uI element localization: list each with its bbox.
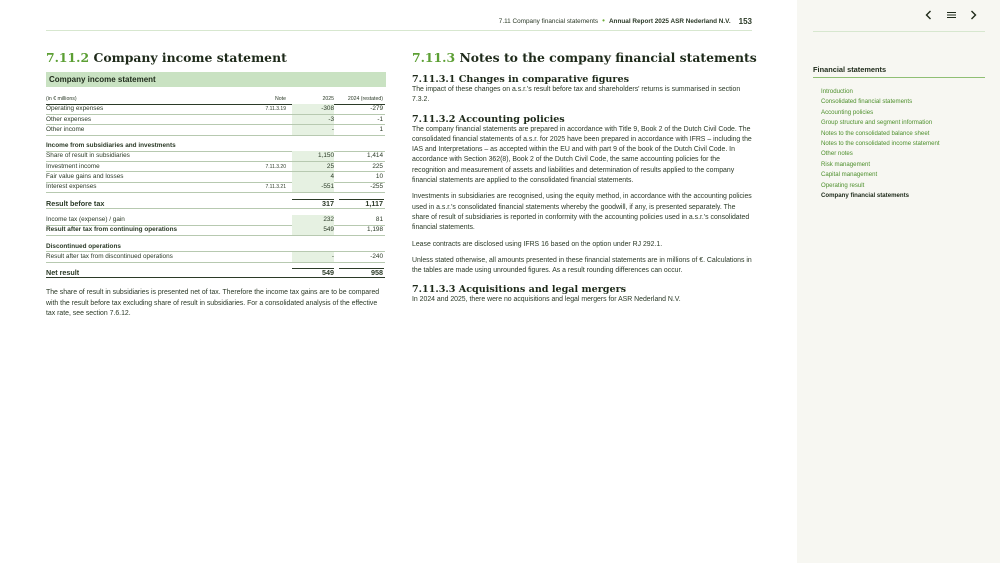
row-value-2025: 549 [323, 226, 334, 234]
row-label: Result before tax [46, 198, 105, 208]
unit-label: (in € millions) [46, 96, 77, 102]
year-2025-header: 2025 [322, 96, 334, 102]
section-mergers-heading [412, 284, 752, 295]
next-page-button[interactable] [966, 8, 980, 22]
row-value-2024: 10 [375, 173, 383, 181]
row-value-2024: 1,198 [367, 226, 383, 234]
table-row [46, 252, 385, 262]
row-value-2025: -551 [321, 183, 334, 191]
menu-icon [946, 10, 957, 20]
table-row [46, 162, 385, 172]
row-rule [46, 235, 385, 236]
row-rule [46, 135, 385, 136]
row-value-2024: 1 [379, 125, 383, 133]
policies-paragraph-4: Unless stated otherwise, all amounts presented in these financial statements are in millions of €. Calculations in the tables are made using unrounded figures. As a result rounding differences can occur. [412, 256, 752, 275]
row-label: Other expenses [46, 115, 92, 123]
section-policies-heading [412, 114, 752, 125]
row-label: Interest expenses [46, 183, 97, 191]
policies-paragraph-2: Investments in subsidiaries are recognised, using the equity method, in accordance with the accounting policies used in a.s.r.'s consolidated financial statements whereby the goodwill, if any, is presented separately. The share of result of subsidiaries is reported in conformity with the accounting policies used in a.s.r.'s consolidated financial statements. [412, 193, 752, 232]
chevron-left-icon [924, 10, 934, 20]
row-value-2025: -3 [328, 115, 334, 123]
sidebar-item[interactable]: Accounting policies [821, 108, 874, 116]
row-rule [46, 208, 385, 209]
row-value-2025: 25 [326, 162, 334, 170]
sidebar-item[interactable]: Other notes [821, 150, 853, 158]
sidebar-item[interactable]: Risk management [821, 160, 871, 168]
previous-page-button[interactable] [922, 8, 936, 22]
row-value-2025: 232 [323, 215, 334, 223]
row-rule [46, 262, 385, 263]
row-value-2025: 1,150 [318, 152, 334, 160]
nav-buttons [922, 8, 980, 22]
row-value-2024: 1,414 [367, 152, 383, 160]
table-row [46, 141, 385, 151]
row-label: Other income [46, 125, 85, 133]
income-statement-column [46, 50, 386, 319]
row-value-2024: -255 [370, 183, 383, 191]
row-note-ref[interactable]: 7.11.3.21 [265, 184, 286, 191]
sidebar-divider [813, 31, 985, 32]
row-label: Net result [46, 268, 80, 278]
row-value-2024: 1,117 [365, 198, 383, 208]
section-mergers-text: In 2024 and 2025, there were no acquisitions and legal mergers for ASR Nederland N.V. [412, 296, 681, 304]
row-value-2024: -1 [377, 115, 383, 123]
income-statement-table [46, 94, 385, 278]
row-label: Investment income [46, 162, 100, 170]
notes-heading-number: 7.11.3 [412, 50, 456, 65]
header-divider [46, 30, 752, 31]
sidebar-nav-list [821, 87, 991, 201]
row-value-2024: -279 [370, 105, 383, 113]
table-row [46, 104, 385, 114]
sidebar-title: Financial statements [813, 65, 985, 78]
row-value-2024: 225 [372, 162, 383, 170]
row-label: Result after tax from continuing operations [46, 226, 178, 234]
row-label: Income tax (expense) / gain [46, 215, 125, 223]
row-value-2025: 549 [322, 268, 334, 278]
row-label: Result after tax from discontinued operations [46, 252, 173, 260]
notes-heading-text: Notes to the company financial statements [459, 50, 757, 65]
sidebar-item[interactable]: Notes to the consolidated income statement [821, 140, 940, 148]
row-label: Operating expenses [46, 105, 104, 113]
row-value-2024: 81 [375, 215, 383, 223]
header-report-title: Annual Report 2025 ASR Nederland N.V. [608, 17, 731, 25]
year-2024-header: 2024 (restated) [347, 96, 383, 102]
table-row [46, 115, 385, 125]
income-statement-heading-text: Company income statement [93, 50, 287, 65]
sidebar-item[interactable]: Introduction [821, 88, 853, 95]
sidebar-item[interactable]: Capital management [821, 171, 878, 179]
sidebar-item[interactable]: Operating result [821, 181, 865, 189]
income-statement-heading [46, 50, 386, 65]
notes-heading [412, 50, 757, 65]
chevron-right-icon [968, 10, 978, 20]
row-label: Share of result in subsidiaries [46, 152, 130, 160]
row-label: Fair value gains and losses [46, 173, 124, 181]
row-rule [46, 192, 385, 193]
row-label: Discontinued operations [46, 242, 121, 250]
table-row [46, 225, 385, 235]
policies-paragraph-3: Lease contracts are disclosed using IFRS 16 based on the option under RJ 292.1. [412, 240, 663, 248]
row-note-ref[interactable]: 7.11.3.20 [265, 163, 286, 170]
row-rule [46, 277, 385, 278]
income-statement-heading-number: 7.11.2 [46, 50, 90, 65]
row-note-ref[interactable]: 7.11.3.19 [265, 106, 286, 113]
table-row [46, 199, 385, 209]
sidebar-item[interactable]: Consolidated financial statements [821, 98, 913, 106]
policies-paragraph-1: The company financial statements are prepared in accordance with Title 9, Book 2 of the Dutch Civil Code. The consolidated financial statements of a.s.r. for 2025 have been prepared in accordance with IFRS – including the IAS and Interpretations – as accepted within the EU and with part 9 of the book of the Dutch Civil Code. In accordance with Section 362(8), Book 2 of the Dutch Civil Code, the same accounting policies for the recognition and measurement of assets and liabilities and determination of results applied to the company financial statements are applied to the consolidated financial statements. [412, 125, 752, 185]
table-row [46, 182, 385, 192]
table-row [46, 151, 385, 161]
table-title-band: Company income statement [46, 72, 386, 87]
row-value-2025: 317 [322, 198, 334, 208]
section-changes-text: The impact of these changes on a.s.r.'s result before tax and shareholders' returns is summarised in section 7.3.2. [412, 86, 741, 104]
row-label: Income from subsidiaries and investments [46, 142, 176, 150]
row-value-2024: -240 [370, 252, 383, 260]
rows-block-a [46, 104, 385, 278]
table-header-row [46, 94, 385, 104]
table-row [46, 268, 385, 278]
sidebar-item[interactable]: Notes to the consolidated balance sheet [821, 129, 930, 137]
row-value-2025: 4 [330, 173, 334, 181]
sidebar-item[interactable]: Group structure and segment information [821, 119, 933, 127]
note-column-header: Note [275, 96, 286, 102]
row-value-2024: 958 [371, 268, 383, 278]
table-footnote: The share of result in subsidiaries is presented net of tax. Therefore the income tax gains are to be compared with the result before tax excluding share of result in subsidiaries. For a consolidated analysis of the effective tax rate, see section 7.6.12. [46, 289, 380, 318]
row-value-2025: -308 [321, 105, 334, 113]
section-policies-number: 7.11.3.2 [412, 113, 456, 125]
sidebar-item[interactable]: Company financial statements [821, 192, 910, 200]
section-changes-number: 7.11.3.1 [412, 74, 456, 85]
section-mergers-number: 7.11.3.3 [412, 284, 456, 296]
row-value-2025: - [331, 252, 334, 260]
section-changes-heading [412, 74, 752, 85]
table-row [46, 242, 385, 252]
notes-column [412, 50, 757, 306]
table-row [46, 125, 385, 135]
header-separator-dot: • [602, 16, 605, 25]
navigation-sidebar [797, 0, 1000, 563]
page-header [440, 14, 752, 28]
section-policies-title: Accounting policies [458, 113, 565, 125]
section-mergers-title: Acquisitions and legal mergers [458, 284, 627, 296]
section-changes-title: Changes in comparative figures [458, 74, 629, 85]
menu-button[interactable] [944, 8, 958, 22]
table-row [46, 215, 385, 225]
row-value-2025: - [331, 125, 334, 133]
table-row [46, 172, 385, 182]
page-number: 153 [738, 16, 752, 26]
header-section[interactable]: 7.11 Company financial statements [498, 17, 599, 25]
